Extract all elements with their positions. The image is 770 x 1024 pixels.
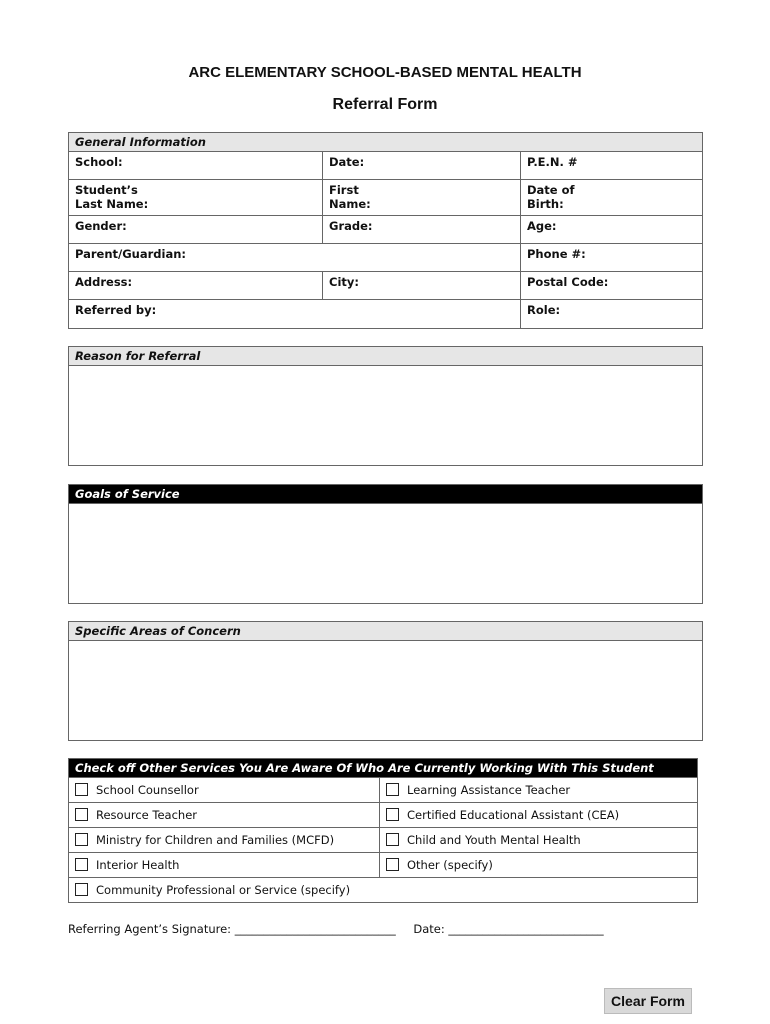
service-option[interactable]: [380, 828, 698, 853]
first-name-label-2: Name:: [329, 197, 371, 211]
service-option[interactable]: [380, 778, 698, 803]
other-services-table: [68, 758, 698, 903]
date-label: Date:: [329, 155, 365, 169]
dob-label-2: Birth:: [527, 197, 564, 211]
signature-date[interactable]: Date: ___________________________: [413, 922, 604, 936]
checkbox-mcfd[interactable]: [75, 833, 88, 846]
form-title: ARC ELEMENTARY SCHOOL-BASED MENTAL HEALTH: [188, 64, 582, 81]
reason-for-referral-header: Reason for Referral: [69, 347, 702, 366]
referred-by-field[interactable]: [69, 300, 521, 329]
service-label: Interior Health: [96, 858, 180, 872]
last-name-label-2: Last Name:: [75, 197, 149, 211]
service-option[interactable]: [69, 853, 380, 878]
postal-code-field[interactable]: [521, 272, 703, 300]
service-label: Community Professional or Service (specify): [96, 883, 351, 897]
general-information-table: [68, 132, 703, 329]
checkbox-other[interactable]: [386, 858, 399, 871]
reason-for-referral-textarea[interactable]: [69, 366, 702, 465]
role-label: Role:: [527, 303, 561, 317]
last-name-field[interactable]: [69, 180, 323, 216]
pen-field[interactable]: [521, 152, 703, 180]
checkbox-school-counsellor[interactable]: [75, 783, 88, 796]
clear-form-button[interactable]: Clear Form: [604, 988, 692, 1014]
role-field[interactable]: [521, 300, 703, 329]
service-label: Child and Youth Mental Health: [407, 833, 581, 847]
school-label: School:: [75, 155, 123, 169]
service-option[interactable]: [380, 803, 698, 828]
gender-label: Gender:: [75, 219, 127, 233]
checkbox-resource-teacher[interactable]: [75, 808, 88, 821]
checkbox-learning-assistance-teacher[interactable]: [386, 783, 399, 796]
school-field[interactable]: [69, 152, 323, 180]
checkbox-cymh[interactable]: [386, 833, 399, 846]
city-field[interactable]: [323, 272, 521, 300]
checkbox-cea[interactable]: [386, 808, 399, 821]
service-label: Certified Educational Assistant (CEA): [407, 808, 620, 822]
service-label: Learning Assistance Teacher: [407, 783, 571, 797]
postal-code-label: Postal Code:: [527, 275, 609, 289]
parent-guardian-field[interactable]: [69, 244, 521, 272]
checkbox-community-professional[interactable]: [75, 883, 88, 896]
specific-areas-of-concern-section: [68, 621, 703, 741]
service-option[interactable]: [69, 828, 380, 853]
service-label: Other (specify): [407, 858, 493, 872]
checkbox-interior-health[interactable]: [75, 858, 88, 871]
dob-field[interactable]: [521, 180, 703, 216]
date-field[interactable]: [323, 152, 521, 180]
goals-of-service-header: Goals of Service: [69, 485, 702, 504]
service-option[interactable]: [69, 803, 380, 828]
signature-line: [68, 922, 618, 936]
gender-field[interactable]: [69, 216, 323, 244]
referring-agent-signature[interactable]: Referring Agent’s Signature: ____________________________: [68, 922, 396, 936]
city-label: City:: [329, 275, 359, 289]
age-label: Age:: [527, 219, 557, 233]
form-subtitle: Referral Form: [332, 96, 438, 113]
grade-field[interactable]: [323, 216, 521, 244]
service-option[interactable]: [69, 778, 380, 803]
address-label: Address:: [75, 275, 133, 289]
reason-for-referral-section: [68, 346, 703, 466]
phone-label: Phone #:: [527, 247, 586, 261]
age-field[interactable]: [521, 216, 703, 244]
service-option[interactable]: [380, 853, 698, 878]
parent-guardian-label: Parent/Guardian:: [75, 247, 187, 261]
referred-by-label: Referred by:: [75, 303, 157, 317]
address-field[interactable]: [69, 272, 323, 300]
pen-label: P.E.N. #: [527, 155, 578, 169]
last-name-label-1: Student’s: [75, 183, 138, 197]
dob-label-1: Date of: [527, 183, 575, 197]
phone-field[interactable]: [521, 244, 703, 272]
goals-of-service-textarea[interactable]: [69, 504, 702, 603]
service-label: Resource Teacher: [96, 808, 198, 822]
service-label: Ministry for Children and Families (MCFD): [96, 833, 335, 847]
specific-areas-of-concern-textarea[interactable]: [69, 641, 702, 740]
specific-areas-of-concern-header: Specific Areas of Concern: [69, 622, 702, 641]
section-header-general-info: General Information: [69, 133, 703, 152]
other-services-header: Check off Other Services You Are Aware Of Who Are Currently Working With This Student: [69, 759, 698, 778]
first-name-field[interactable]: [323, 180, 521, 216]
goals-of-service-section: [68, 484, 703, 604]
first-name-label-1: First: [329, 183, 359, 197]
grade-label: Grade:: [329, 219, 373, 233]
service-label: School Counsellor: [96, 783, 199, 797]
service-option[interactable]: [69, 878, 698, 903]
